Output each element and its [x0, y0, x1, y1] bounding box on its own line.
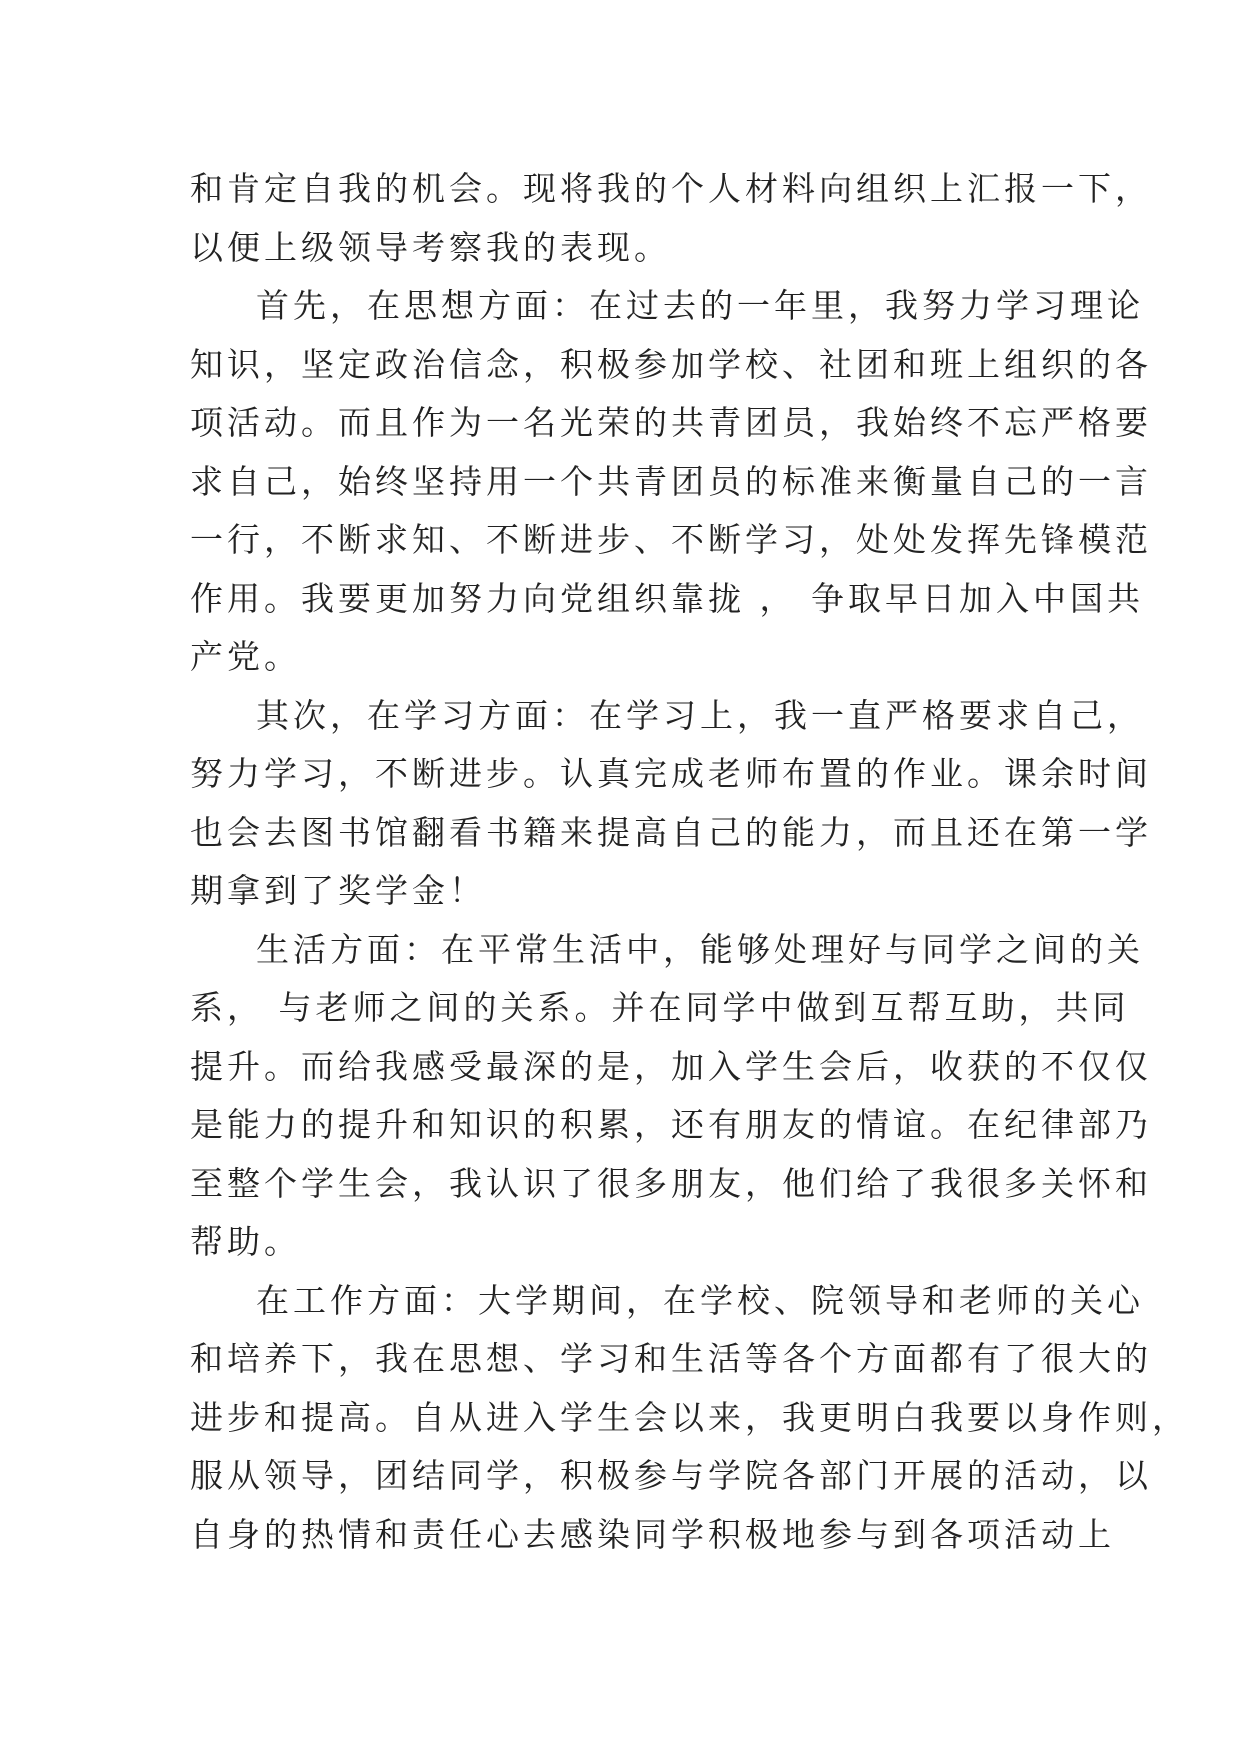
text-line: 自身的热情和责任心去感染同学积极地参与到各项活动上	[190, 1514, 1115, 1554]
text-line: 项活动。而且作为一名光荣的共青团员，我始终不忘严格要	[190, 403, 1152, 442]
text-line: 服从领导，团结同学，积极参与学院各部门开展的活动，以	[190, 1456, 1152, 1495]
text-line: 期拿到了奖学金！	[190, 871, 486, 910]
text-line: 和培养下，我在思想、学习和生活等各个方面都有了很大的	[190, 1339, 1152, 1378]
document-body	[190, 160, 1189, 1564]
text-line: 努力学习，不断进步。认真完成老师布置的作业。课余时间	[190, 754, 1152, 793]
text-line: 作用。我要更加努力向党组织靠拢 ， 争取早日加入中国共	[190, 578, 1144, 618]
paragraph-first-line: 生活方面：在平常生活中，能够处理好与同学之间的关	[256, 929, 1144, 969]
text-line: 帮助。	[190, 1222, 301, 1261]
text-line: 至整个学生会，我认识了很多朋友，他们给了我很多关怀和	[190, 1163, 1152, 1203]
text-line: 和肯定自我的机会。现将我的个人材料向组织上汇报一下，	[190, 169, 1152, 208]
text-line: 提升。而给我感受最深的是，加入学生会后，收获的不仅仅	[190, 1046, 1152, 1086]
text-line: 求自己，始终坚持用一个共青团员的标准来衡量自己的一言	[190, 461, 1152, 501]
text-line: 系， 与老师之间的关系。并在同学中做到互帮互助，共同	[190, 988, 1130, 1027]
paragraph-first-line: 首先，在思想方面：在过去的一年里，我努力学习理论	[256, 286, 1144, 325]
text-line: 产党。	[190, 637, 301, 676]
text-line: 以便上级领导考察我的表现。	[190, 227, 671, 267]
text-line: 进步和提高。自从进入学生会以来，我更明白我要以身作则，	[190, 1397, 1189, 1437]
text-line: 也会去图书馆翻看书籍来提高自己的能力，而且还在第一学	[190, 812, 1152, 852]
text-line: 一行，不断求知、不断进步、不断学习，处处发挥先锋模范	[190, 520, 1152, 559]
paragraph-first-line: 在工作方面：大学期间，在学校、院领导和老师的关心	[256, 1280, 1144, 1320]
text-line: 是能力的提升和知识的积累，还有朋友的情谊。在纪律部乃	[190, 1105, 1152, 1144]
text-line: 知识，坚定政治信念，积极参加学校、社团和班上组织的各	[190, 344, 1152, 384]
paragraph-first-line: 其次，在学习方面：在学习上，我一直严格要求自己，	[256, 695, 1144, 735]
